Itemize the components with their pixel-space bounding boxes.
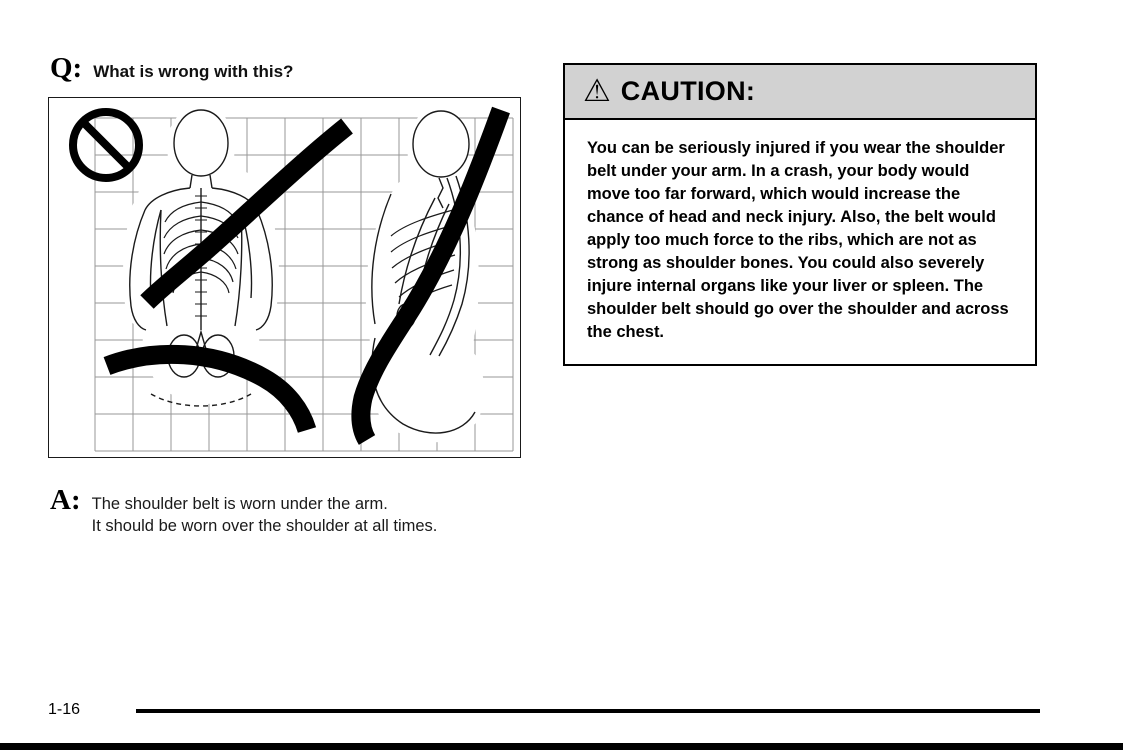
caution-text: You can be seriously injured if you wear the shoulder belt under your arm. In a crash, your body would move too far forward, which would increase the chance of head and neck injury. Also, the belt would apply too much force to the ribs, which are not as strong as shoulder bones. You could also severely injure internal organs like your liver or spleen. The shoulder belt should go over the shoulder and across the chest. <box>587 139 1009 341</box>
seatbelt-diagram <box>49 98 520 457</box>
caution-box <box>563 63 1037 366</box>
caution-header <box>565 65 1035 120</box>
answer-block <box>50 486 437 537</box>
page-number: 1-16 <box>48 701 81 718</box>
seatbelt-illustration <box>48 97 521 458</box>
footer-rule <box>136 709 1040 713</box>
answer-text <box>92 494 438 537</box>
answer-label: A: <box>50 484 81 516</box>
caution-title: CAUTION: <box>620 76 756 106</box>
warning-triangle-icon: ⚠ <box>583 73 611 109</box>
answer-line-1: The shoulder belt is worn under the arm. <box>91 495 388 513</box>
no-symbol-icon <box>73 112 139 178</box>
question-block <box>50 54 293 83</box>
question-label: Q: <box>50 52 83 84</box>
bottom-edge-bar <box>0 743 1123 750</box>
answer-line-2: It should be worn over the shoulder at all times. <box>91 516 438 535</box>
question-text: What is wrong with this? <box>93 62 294 81</box>
